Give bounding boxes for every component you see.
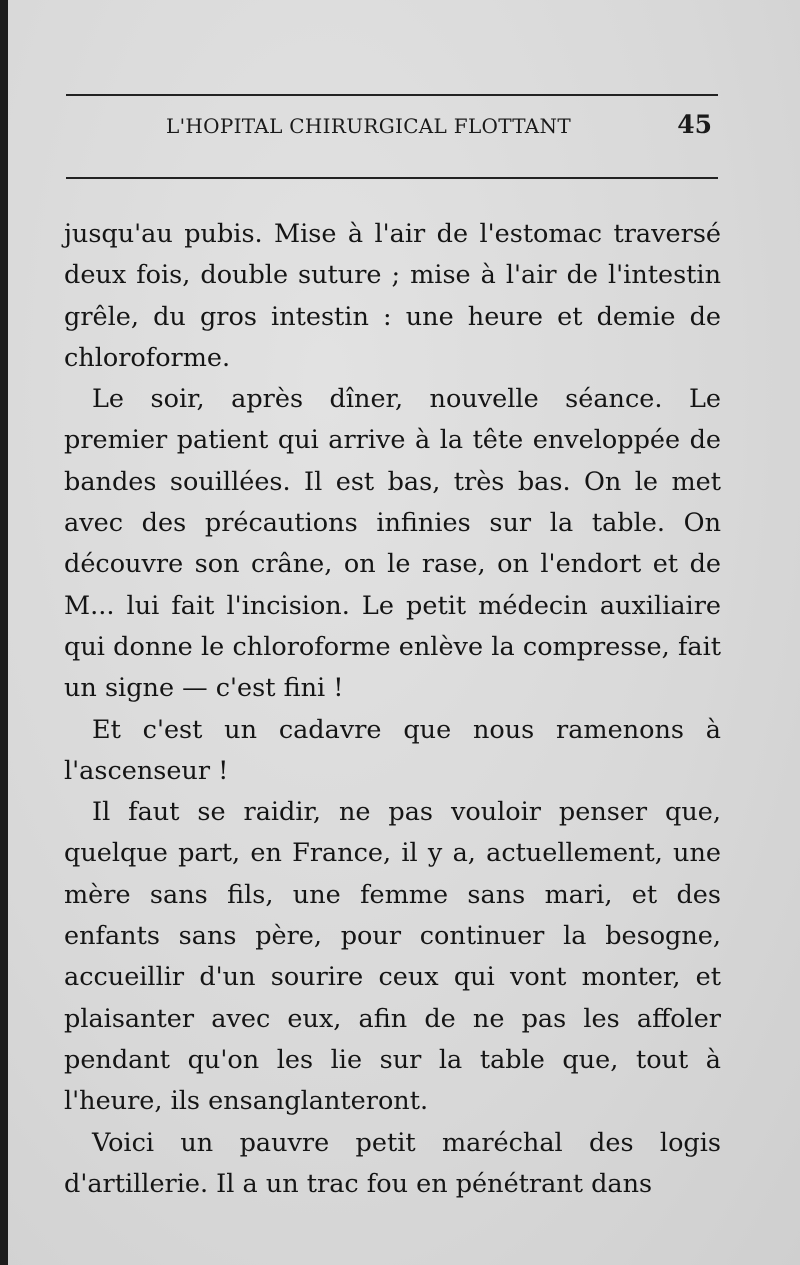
paragraph: Il faut se raidir, ne pas vouloir penser que, quelque part, en France, il y a, actuellement, une mère sans fils, une femme sans mari, et des enfants sans père, pour continuer la besogne, accueillir d'un sourire ceux qui vont monter, et plaisanter avec eux, afin de ne pas les affoler pendant qu'on les lie sur la table que, tout à l'heure, ils ensanglanteront. [64,797,721,1117]
book-page [8,0,800,1265]
paragraph-continuation: jusqu'au pubis. Mise à l'air de l'estomac traversé deux fois, double suture ; mise à l'air de l'intestin grêle, du gros intestin : une heure et demie de chloroforme. [64,219,721,373]
header-top-rule [66,94,718,96]
page-number: 45 [677,110,712,139]
paragraph: Et c'est un cadavre que nous ramenons à l'ascenseur ! [64,714,721,786]
running-title: L'HOPITAL CHIRURGICAL FLOTTANT [166,114,571,138]
running-head [66,110,718,146]
paragraph: Voici un pauvre petit maréchal des logis d'artillerie. Il a un trac fou en pénétrant dans [64,1127,721,1199]
body-text [64,214,721,1205]
header-bottom-rule [66,177,718,179]
paragraph: Le soir, après dîner, nouvelle séance. Le premier patient qui arrive à la tête enveloppée de bandes souillées. Il est bas, très bas. On le met avec des précautions infinies sur la table. On découvre son crâne, on le rase, on l'endort et de M... lui fait l'incision. Le petit médecin auxiliaire qui donne le chloroforme enlève la compresse, fait un signe — c'est fini ! [64,384,721,704]
